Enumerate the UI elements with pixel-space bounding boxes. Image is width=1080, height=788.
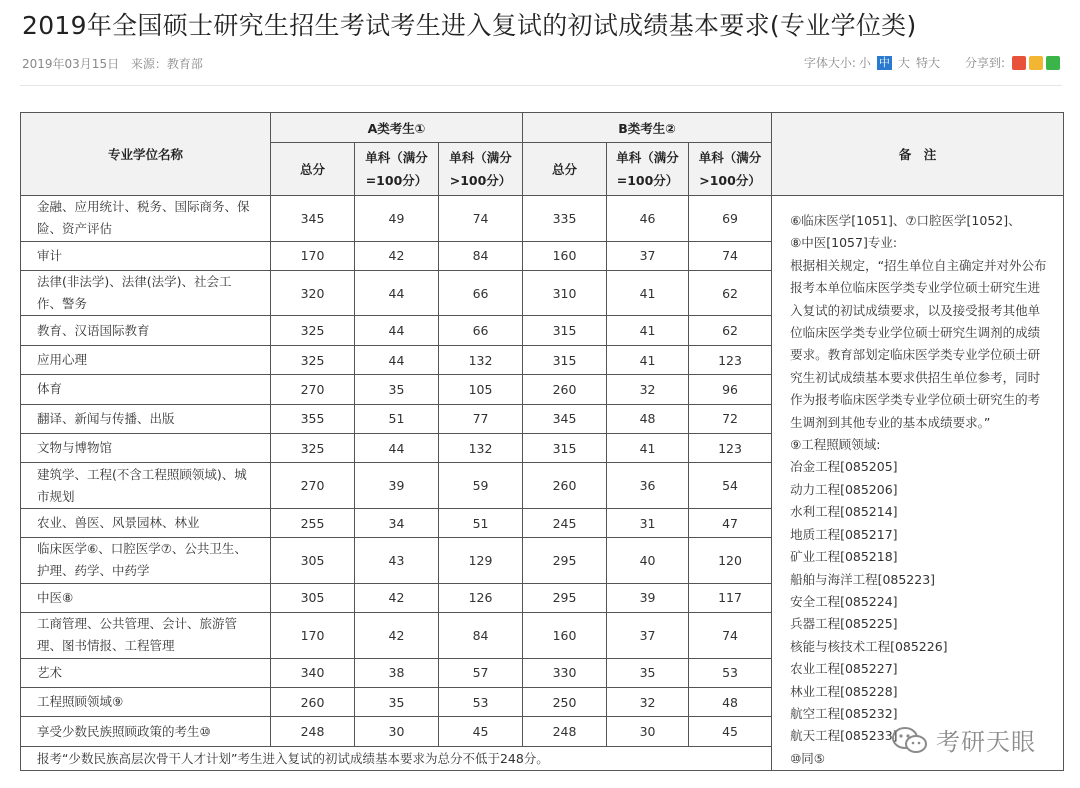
row-name: 建筑学、工程(不含工程照顾领域)、城 市规划 — [21, 463, 271, 509]
cell-b-total: 295 — [523, 583, 607, 612]
note-line: 农业工程[085227] — [790, 661, 898, 677]
cell-a-s2: 105 — [439, 375, 523, 404]
cell-a-s2: 132 — [439, 345, 523, 374]
cell-b-s2: 54 — [689, 463, 772, 509]
cell-b-s2: 69 — [689, 196, 772, 242]
watermark-text: 考研天眼 — [936, 728, 1036, 756]
cell-a-total: 325 — [271, 433, 355, 462]
note-line: 根据相关规定，“招生单位自主确定并对外公布 — [790, 257, 1047, 273]
cell-b-s1: 30 — [607, 717, 689, 746]
cell-b-total: 250 — [523, 688, 607, 717]
table-row — [21, 196, 1064, 242]
cell-a-s1: 35 — [355, 688, 439, 717]
cell-b-s1: 46 — [607, 196, 689, 242]
cell-b-total: 160 — [523, 241, 607, 270]
cell-a-s2: 59 — [439, 463, 523, 509]
row-name: 教育、汉语国际教育 — [21, 316, 271, 345]
cell-a-s2: 77 — [439, 404, 523, 433]
cell-b-total: 315 — [523, 433, 607, 462]
cell-b-s1: 41 — [607, 345, 689, 374]
cell-b-s1: 41 — [607, 316, 689, 345]
cell-b-total: 245 — [523, 508, 607, 537]
cell-a-total: 270 — [271, 463, 355, 509]
row-name: 审计 — [21, 241, 271, 270]
row-name: 法律(非法学)、法律(法学)、社会工 作、警务 — [21, 270, 271, 316]
cell-b-s2: 48 — [689, 688, 772, 717]
cell-b-total: 160 — [523, 613, 607, 659]
cell-b-s2: 72 — [689, 404, 772, 433]
cell-b-s2: 120 — [689, 538, 772, 584]
article-tools — [804, 54, 1060, 71]
cell-a-total: 325 — [271, 345, 355, 374]
row-name: 农业、兽医、风景园林、林业 — [21, 508, 271, 537]
cell-b-s2: 53 — [689, 658, 772, 687]
article-source: 来源：教育部 — [130, 57, 203, 71]
col-header-b-single150: 单科（满分 >100分） — [689, 143, 772, 196]
note-line: 水利工程[085214] — [790, 504, 898, 520]
cell-b-s2: 74 — [689, 241, 772, 270]
cell-a-s2: 84 — [439, 241, 523, 270]
cell-b-s1: 37 — [607, 241, 689, 270]
weibo-share-icon[interactable] — [1012, 56, 1026, 70]
cell-b-total: 260 — [523, 463, 607, 509]
note-line: 要求。教育部划定临床医学类专业学位硕士研 — [790, 347, 1041, 363]
font-size-label: 字体大小: — [803, 56, 856, 70]
cell-b-total: 330 — [523, 658, 607, 687]
cell-a-s1: 38 — [355, 658, 439, 687]
cell-a-s1: 42 — [355, 241, 439, 270]
wechat-share-icon[interactable] — [1046, 56, 1060, 70]
cell-a-s1: 44 — [355, 433, 439, 462]
col-header-a-single100: 单科（满分 =100分） — [355, 143, 439, 196]
note-line: 矿业工程[085218] — [790, 549, 898, 565]
header-divider — [20, 85, 1062, 86]
note-line: 航空工程[085232] — [790, 705, 898, 721]
row-name: 金融、应用统计、税务、国际商务、保 险、资产评估 — [21, 196, 271, 242]
note-line: 冶金工程[085205] — [790, 459, 898, 475]
cell-a-s1: 42 — [355, 583, 439, 612]
cell-b-s1: 35 — [607, 658, 689, 687]
group-header-b: B类考生② — [523, 113, 772, 143]
cell-a-total: 305 — [271, 538, 355, 584]
cell-a-total: 305 — [271, 583, 355, 612]
cell-a-s1: 35 — [355, 375, 439, 404]
note-line: 林业工程[085228] — [790, 683, 898, 699]
cell-a-total: 170 — [271, 613, 355, 659]
cell-a-s1: 49 — [355, 196, 439, 242]
cell-b-s2: 62 — [689, 316, 772, 345]
group-header-a: A类考生① — [271, 113, 523, 143]
watermark — [890, 722, 1036, 757]
row-name: 应用心理 — [21, 345, 271, 374]
note-line: ⑧中医[1057]专业: — [790, 235, 898, 251]
cell-a-total: 248 — [271, 717, 355, 746]
cell-a-s2: 129 — [439, 538, 523, 584]
wechat-watermark-icon — [890, 725, 930, 755]
note-line: 入复试的初试成绩要求，以及接受报考其他单 — [790, 302, 1041, 318]
note-line: 安全工程[085224] — [790, 593, 898, 609]
page-title: 2019年全国硕士研究生招生考试考生进入复试的初试成绩基本要求(专业学位类) — [22, 11, 917, 40]
font-size-large-button[interactable]: 大 — [897, 56, 910, 70]
cell-a-s1: 39 — [355, 463, 439, 509]
row-name: 艺术 — [21, 658, 271, 687]
cell-a-total: 170 — [271, 241, 355, 270]
row-name: 享受少数民族照顾政策的考生⑩ — [21, 717, 271, 746]
cell-b-s1: 32 — [607, 688, 689, 717]
cell-a-s2: 132 — [439, 433, 523, 462]
cell-a-s1: 44 — [355, 270, 439, 316]
cell-b-s1: 31 — [607, 508, 689, 537]
note-line: 航天工程[085233] — [790, 728, 898, 744]
cell-a-s1: 34 — [355, 508, 439, 537]
font-size-medium-button[interactable]: 中 — [878, 55, 890, 69]
cell-a-s2: 74 — [439, 196, 523, 242]
cell-a-s1: 42 — [355, 613, 439, 659]
cell-a-s2: 53 — [439, 688, 523, 717]
cell-b-s2: 117 — [689, 583, 772, 612]
cell-b-s2: 123 — [689, 433, 772, 462]
cell-a-s2: 57 — [439, 658, 523, 687]
note-line: 兵器工程[085225] — [790, 616, 898, 632]
row-name: 工商管理、公共管理、会计、旅游管 理、图书情报、工程管理 — [21, 613, 271, 659]
cell-a-s2: 66 — [439, 270, 523, 316]
note-line: 位临床医学类专业学位硕士研究生调剂的成绩 — [790, 325, 1041, 341]
note-line: 究生初试成绩基本要求供招生单位参考，同时 — [790, 369, 1041, 385]
score-table — [20, 112, 1064, 771]
cell-a-total: 345 — [271, 196, 355, 242]
cell-b-s2: 74 — [689, 613, 772, 659]
cell-a-total: 340 — [271, 658, 355, 687]
row-name: 临床医学⑥、口腔医学⑦、公共卫生、 护理、药学、中药学 — [21, 538, 271, 584]
cell-b-total: 345 — [523, 404, 607, 433]
note-line: 报考本单位临床医学类专业学位硕士研究生进 — [790, 280, 1041, 296]
note-line: 地质工程[085217] — [790, 526, 898, 542]
col-header-b-single100: 单科（满分 =100分） — [607, 143, 689, 196]
cell-a-s1: 44 — [355, 345, 439, 374]
cell-b-s1: 37 — [607, 613, 689, 659]
cell-b-s2: 62 — [689, 270, 772, 316]
cell-a-total: 260 — [271, 688, 355, 717]
note-line: 船舶与海洋工程[085223] — [790, 571, 936, 587]
row-name: 工程照顾领域⑨ — [21, 688, 271, 717]
note-line: ⑨工程照顾领域: — [790, 437, 881, 453]
cell-a-s2: 126 — [439, 583, 523, 612]
cell-a-total: 255 — [271, 508, 355, 537]
cell-a-s2: 45 — [439, 717, 523, 746]
note-line: 核能与核技术工程[085226] — [790, 638, 948, 654]
cell-b-s1: 48 — [607, 404, 689, 433]
cell-b-total: 295 — [523, 538, 607, 584]
cell-b-s1: 32 — [607, 375, 689, 404]
cell-b-s1: 41 — [607, 433, 689, 462]
cell-b-total: 310 — [523, 270, 607, 316]
cell-a-s1: 51 — [355, 404, 439, 433]
col-header-a-total: 总分 — [271, 143, 355, 196]
cell-b-total: 260 — [523, 375, 607, 404]
cell-a-total: 355 — [271, 404, 355, 433]
cell-a-total: 325 — [271, 316, 355, 345]
cell-a-s1: 30 — [355, 717, 439, 746]
cell-a-total: 270 — [271, 375, 355, 404]
row-name: 文物与博物馆 — [21, 433, 271, 462]
col-header-a-single150: 单科（满分 >100分） — [439, 143, 523, 196]
note-line: ⑩同⑤ — [790, 750, 825, 766]
cell-a-s2: 66 — [439, 316, 523, 345]
font-size-small-button[interactable]: 小 — [858, 56, 871, 70]
row-name: 翻译、新闻与传播、出版 — [21, 404, 271, 433]
cell-b-total: 315 — [523, 316, 607, 345]
col-header-b-total: 总分 — [523, 143, 607, 196]
publish-date: 2019年03月15日 — [22, 57, 120, 71]
cell-a-s1: 43 — [355, 538, 439, 584]
note-line: 作为报考临床医学类专业学位硕士研究生的考 — [790, 392, 1041, 408]
row-name: 体育 — [21, 375, 271, 404]
share-label: 分享到: — [964, 56, 1005, 70]
note-line: 动力工程[085206] — [790, 481, 898, 497]
cell-b-s2: 123 — [689, 345, 772, 374]
cell-a-total: 320 — [271, 270, 355, 316]
cell-b-s1: 39 — [607, 583, 689, 612]
col-header-name: 专业学位名称 — [21, 113, 271, 196]
note-line: 生调剂到其他专业的基本成绩要求。” — [790, 414, 991, 430]
cell-b-s1: 41 — [607, 270, 689, 316]
col-header-notes: 备 注 — [772, 113, 1064, 196]
cell-b-total: 248 — [523, 717, 607, 746]
cell-a-s1: 44 — [355, 316, 439, 345]
cell-b-total: 335 — [523, 196, 607, 242]
notes-cell — [772, 196, 1064, 771]
cell-a-s2: 84 — [439, 613, 523, 659]
row-name: 中医⑧ — [21, 583, 271, 612]
cell-b-s2: 45 — [689, 717, 772, 746]
cell-b-total: 315 — [523, 345, 607, 374]
qzone-share-icon[interactable] — [1029, 56, 1043, 70]
cell-b-s1: 36 — [607, 463, 689, 509]
cell-a-s2: 51 — [439, 508, 523, 537]
font-size-xlarge-button[interactable]: 特大 — [915, 56, 940, 70]
footnote-text: 报考“少数民族高层次骨干人才计划”考生进入复试的初试成绩基本要求为总分不低于248分。 — [21, 746, 772, 770]
note-line: ⑥临床医学[1051]、⑦口腔医学[1052]、 — [790, 213, 1021, 228]
cell-b-s2: 96 — [689, 375, 772, 404]
cell-b-s1: 40 — [607, 538, 689, 584]
cell-b-s2: 47 — [689, 508, 772, 537]
article-meta — [22, 55, 211, 72]
